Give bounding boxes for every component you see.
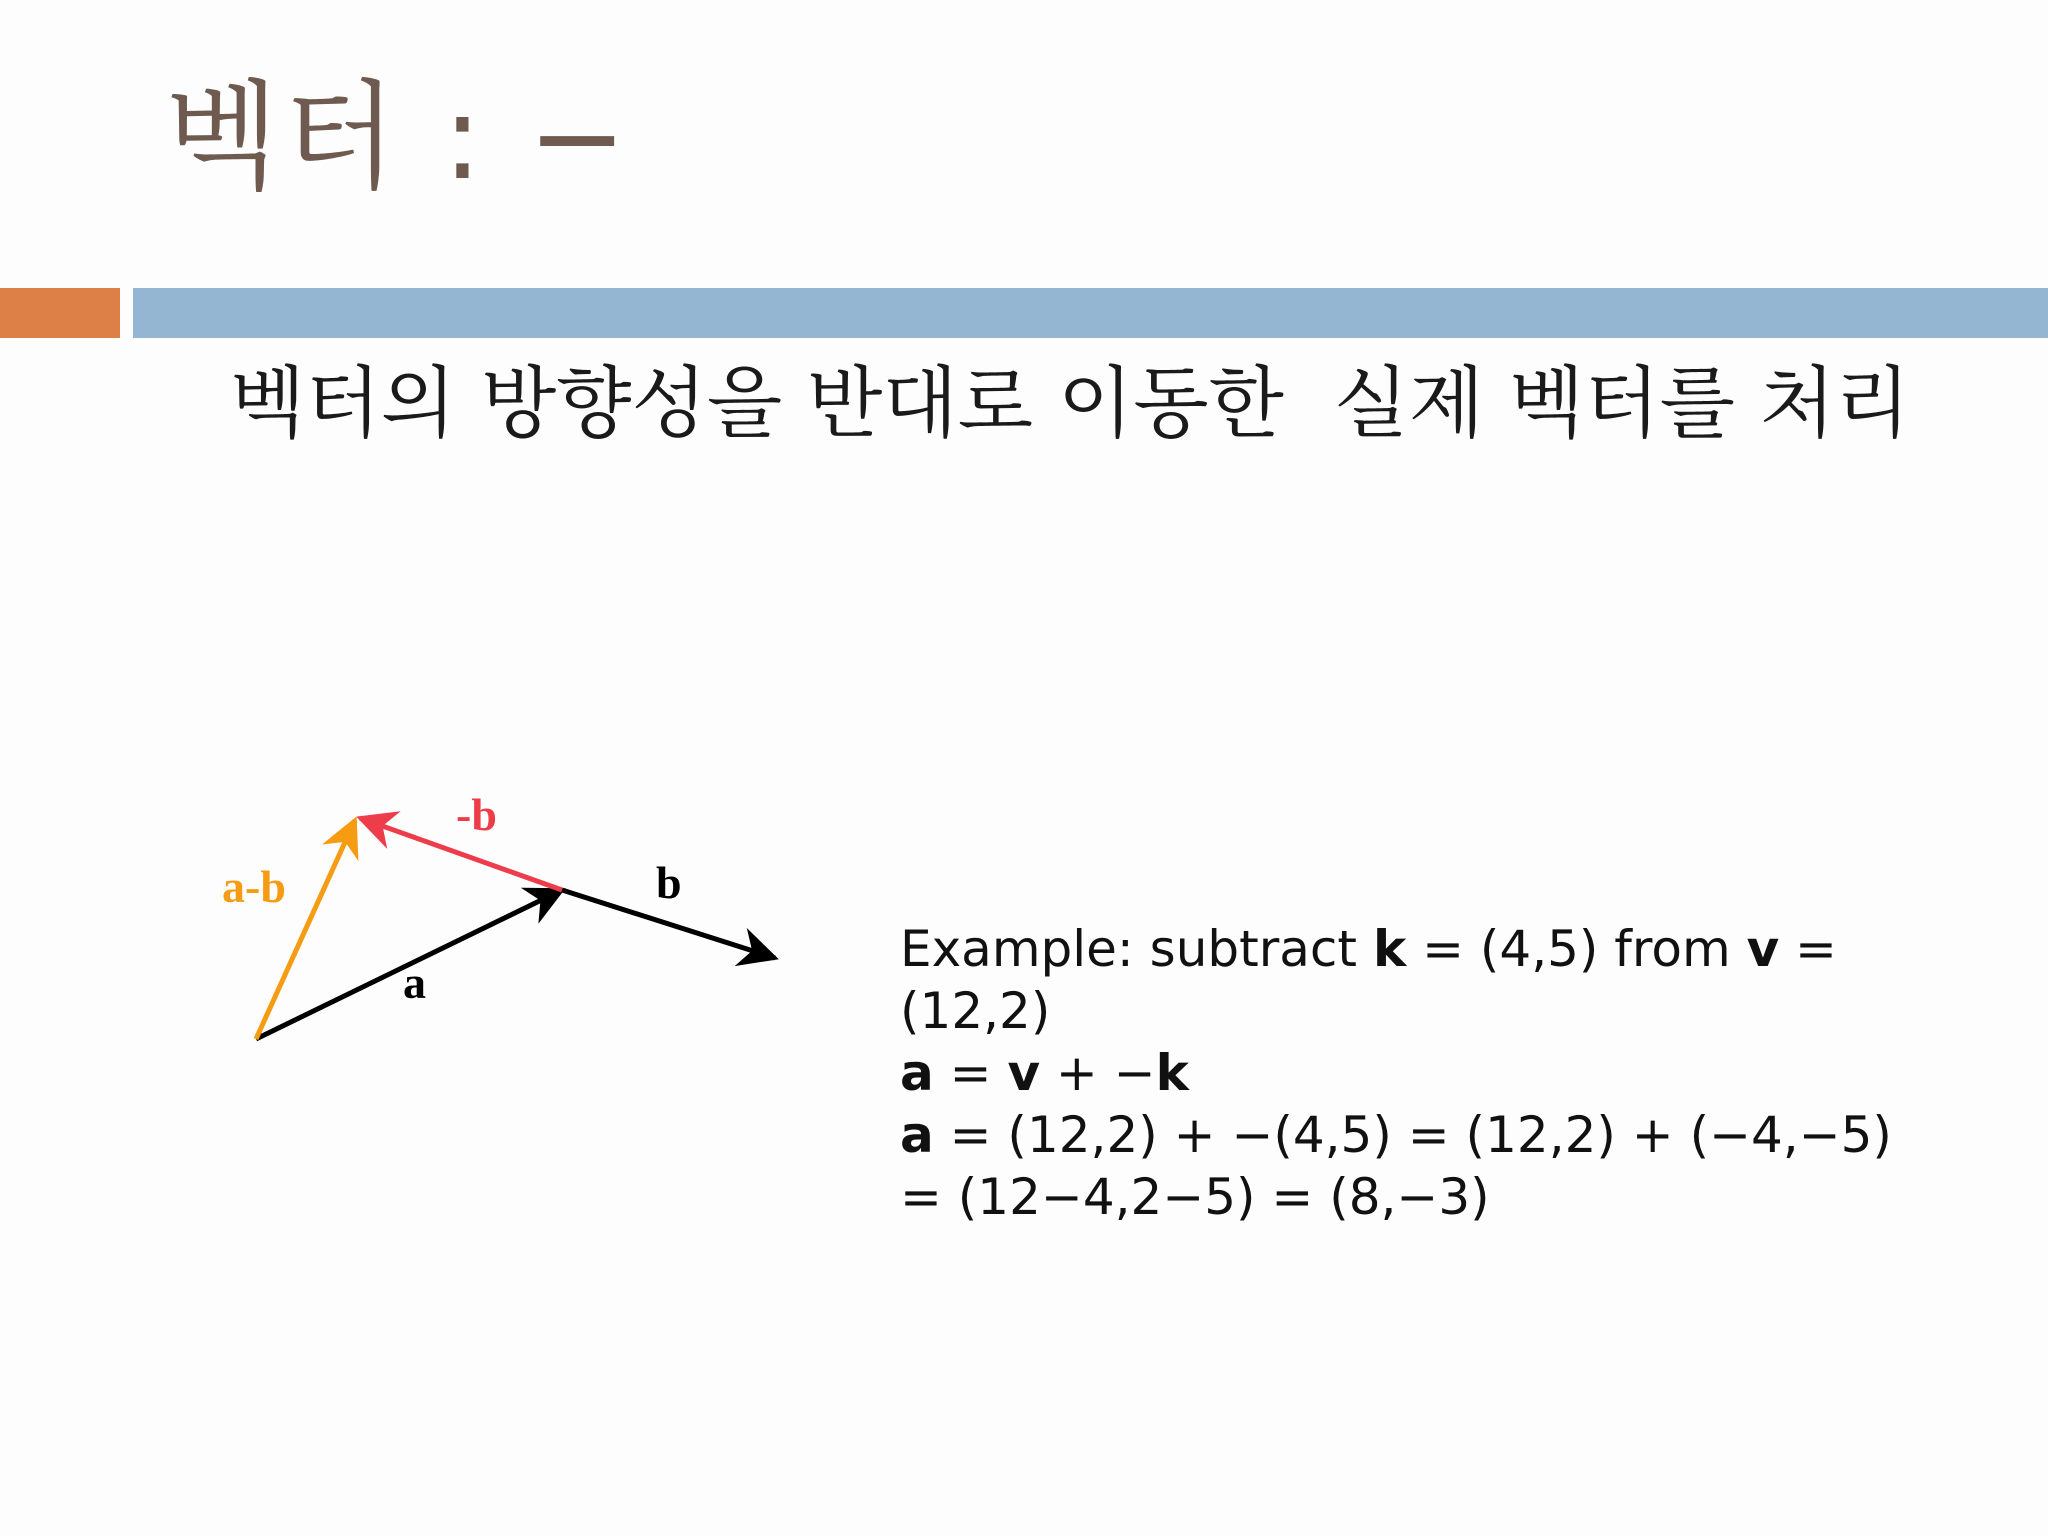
label-neg-b: -b — [456, 789, 497, 840]
label-a: a — [403, 957, 426, 1008]
label-a-minus-b: a-b — [222, 861, 286, 912]
vector-a-minus-b-arrow — [256, 820, 355, 1039]
example-line-1: Example: subtract k = (4,5) from v = (12,2) — [900, 920, 1837, 1040]
accent-bar-orange — [0, 288, 120, 338]
example-line-2: a = v + −k — [900, 1044, 1189, 1102]
example-text — [900, 918, 1900, 1228]
example-line-4: = (12−4,2−5) = (8,−3) — [900, 1168, 1490, 1226]
accent-bar-blue — [133, 288, 2048, 338]
slide-title: 벡터 : − — [165, 68, 631, 206]
slide-subtitle: 벡터의 방향성을 반대로 이동한 실제 벡터를 처리 — [230, 359, 1911, 449]
label-b: b — [656, 857, 682, 908]
vector-subtraction-diagram — [200, 780, 800, 1060]
example-line-3: a = (12,2) + −(4,5) = (12,2) + (−4,−5) — [900, 1106, 1892, 1164]
